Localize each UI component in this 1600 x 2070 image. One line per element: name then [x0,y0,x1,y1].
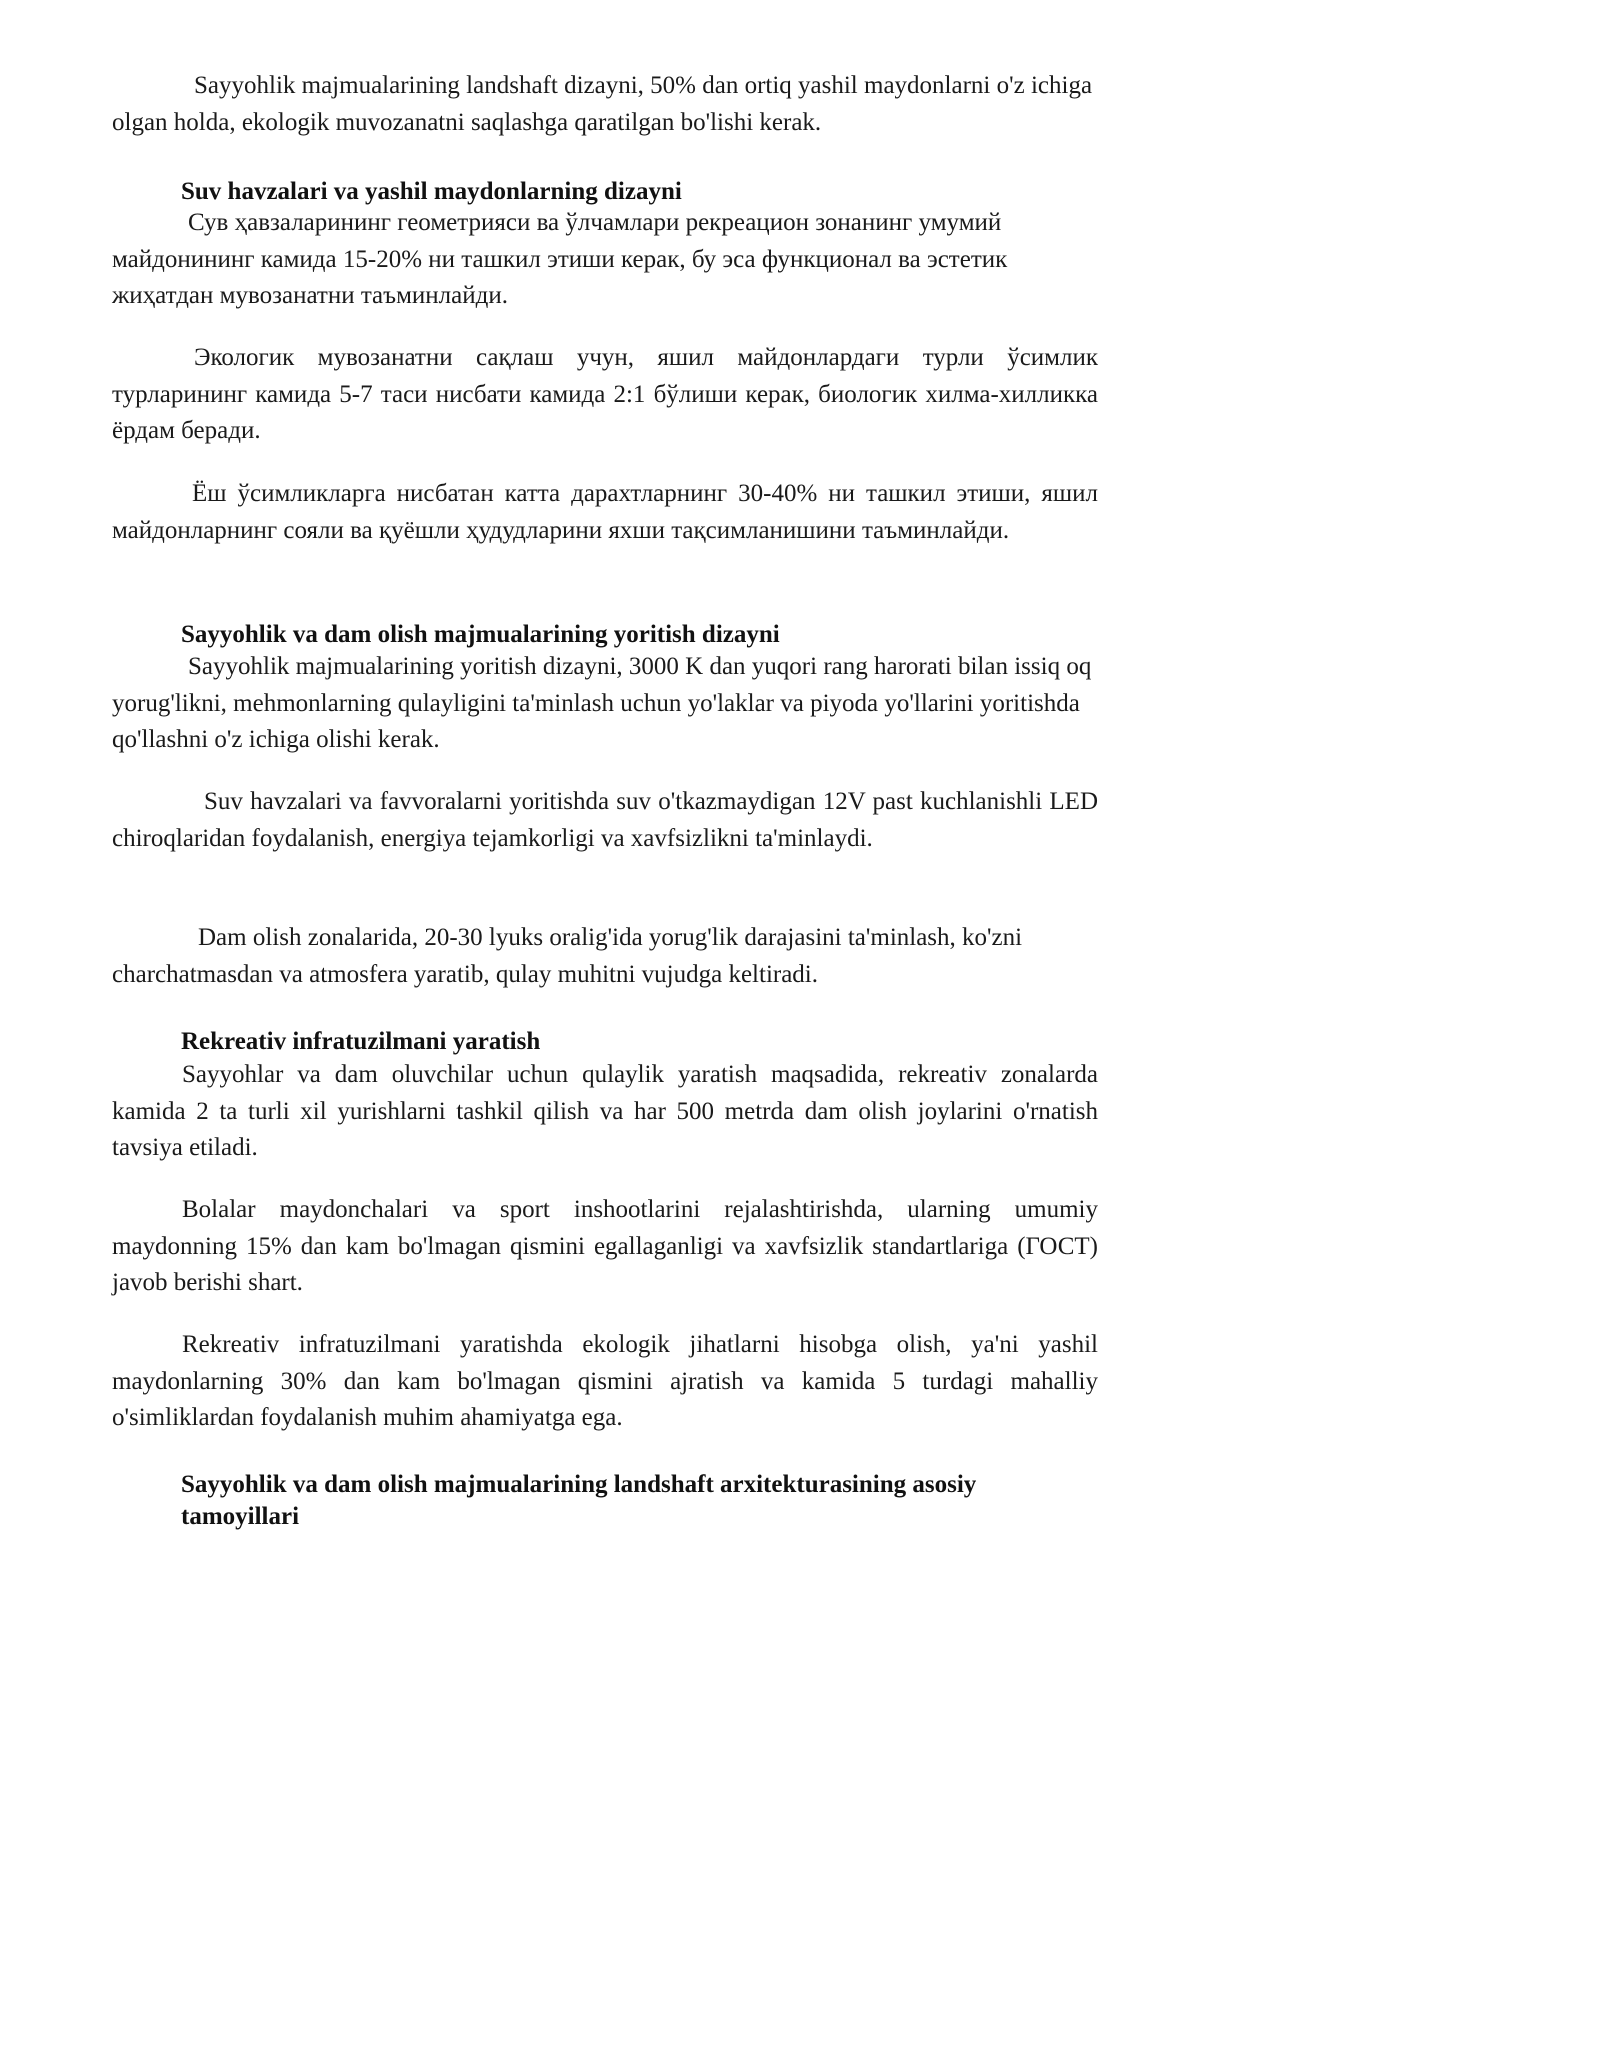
paragraph-lux-levels: Dam olish zonalarida, 20-30 lyuks oralig'ida yorug'lik darajasini ta'minlash, ko'zni charchatmasdan va atmosfera yaratib, qulay muhitni vujudga keltiradi. [112,924,1023,988]
paragraph-water-geometry: Сув ҳавзаларининг геометрияси ва ўлчамлари рекреацион зонанинг умумий майдонининг камида 15-20% ни ташкил этиши керак, бу эса функционал ва эстетик жиҳатдан мувозанатни таъминлайди. [112,209,1008,309]
paragraph-ecological-aspects: Rekreativ infratuzilmani yaratishda ekologik jihatlarni hisobga olish, ya'ni yashil maydonlarning 30% dan kam bo'lmagan qismini ajratish va kamida 5 turdagi mahalliy o'simliklardan foydalanish muhim ahamiyatga ega. [112,1331,1098,1431]
paragraph-landscape-design: Sayyohlik majmualarining landshaft dizayni, 50% dan ortiq yashil maydonlarni o'z ichiga olgan holda, ekologik muvozanatni saqlashga qaratilgan bo'lishi kerak. [112,72,1093,136]
heading-water-green-design: Suv havzalari va yashil maydonlarning dizayni [181,178,682,205]
paragraph-large-trees: Ёш ўсимликларга нисбатан катта дарахтларнинг 30-40% ни ташкил этиши, яшил майдонларнинг сояли ва қуёшли ҳудудларини яхши тақсимланишини таъминлайди. [112,480,1098,544]
paragraph-led-lighting: Suv havzalari va favvoralarni yoritishda suv o'tkazmaydigan 12V past kuchlanishli LED chiroqlaridan foydalanish, energiya tejamkorligi va xavfsizlikni ta'minlaydi. [112,788,1098,852]
paragraph-lighting-temperature: Sayyohlik majmualarining yoritish dizayni, 3000 K dan yuqori rang harorati bilan issiq oq yorug'likni, mehmonlarning qulayligini ta'minlash uchun yo'laklar va piyoda yo'llarini yoritishda qo'llashni o'z ichiga olishi kerak. [112,653,1092,753]
paragraph-ecological-balance: Экологик мувозанатни сақлаш учун, яшил майдонлардаги турли ўсимлик турларининг камида 5-7 таси нисбати камида 2:1 бўлиши керак, биологик хилма-хилликка ёрдам беради. [112,344,1098,444]
heading-landscape-architecture-principles: Sayyohlik va dam olish majmualarining landshaft arxitekturasining asosiy tamoyillari [181,1471,977,1530]
heading-recreational-infrastructure: Rekreativ infratuzilmani yaratish [181,1028,541,1055]
paragraph-walking-routes: Sayyohlar va dam oluvchilar uchun qulaylik yaratish maqsadida, rekreativ zonalarda kamida 2 ta turli xil yurishlarni tashkil qilish va har 500 metrda dam olish joylarini o'rnatish tavsiya etiladi. [112,1061,1098,1161]
paragraph-playgrounds: Bolalar maydonchalari va sport inshootlarini rejalashtirishda, ularning umumiy maydonning 15% dan kam bo'lmagan qismini egallaganligi va xavfsizlik standartlariga (ГОСТ) javob berishi shart. [112,1196,1098,1296]
heading-lighting-design: Sayyohlik va dam olish majmualarining yoritish dizayni [181,621,780,648]
